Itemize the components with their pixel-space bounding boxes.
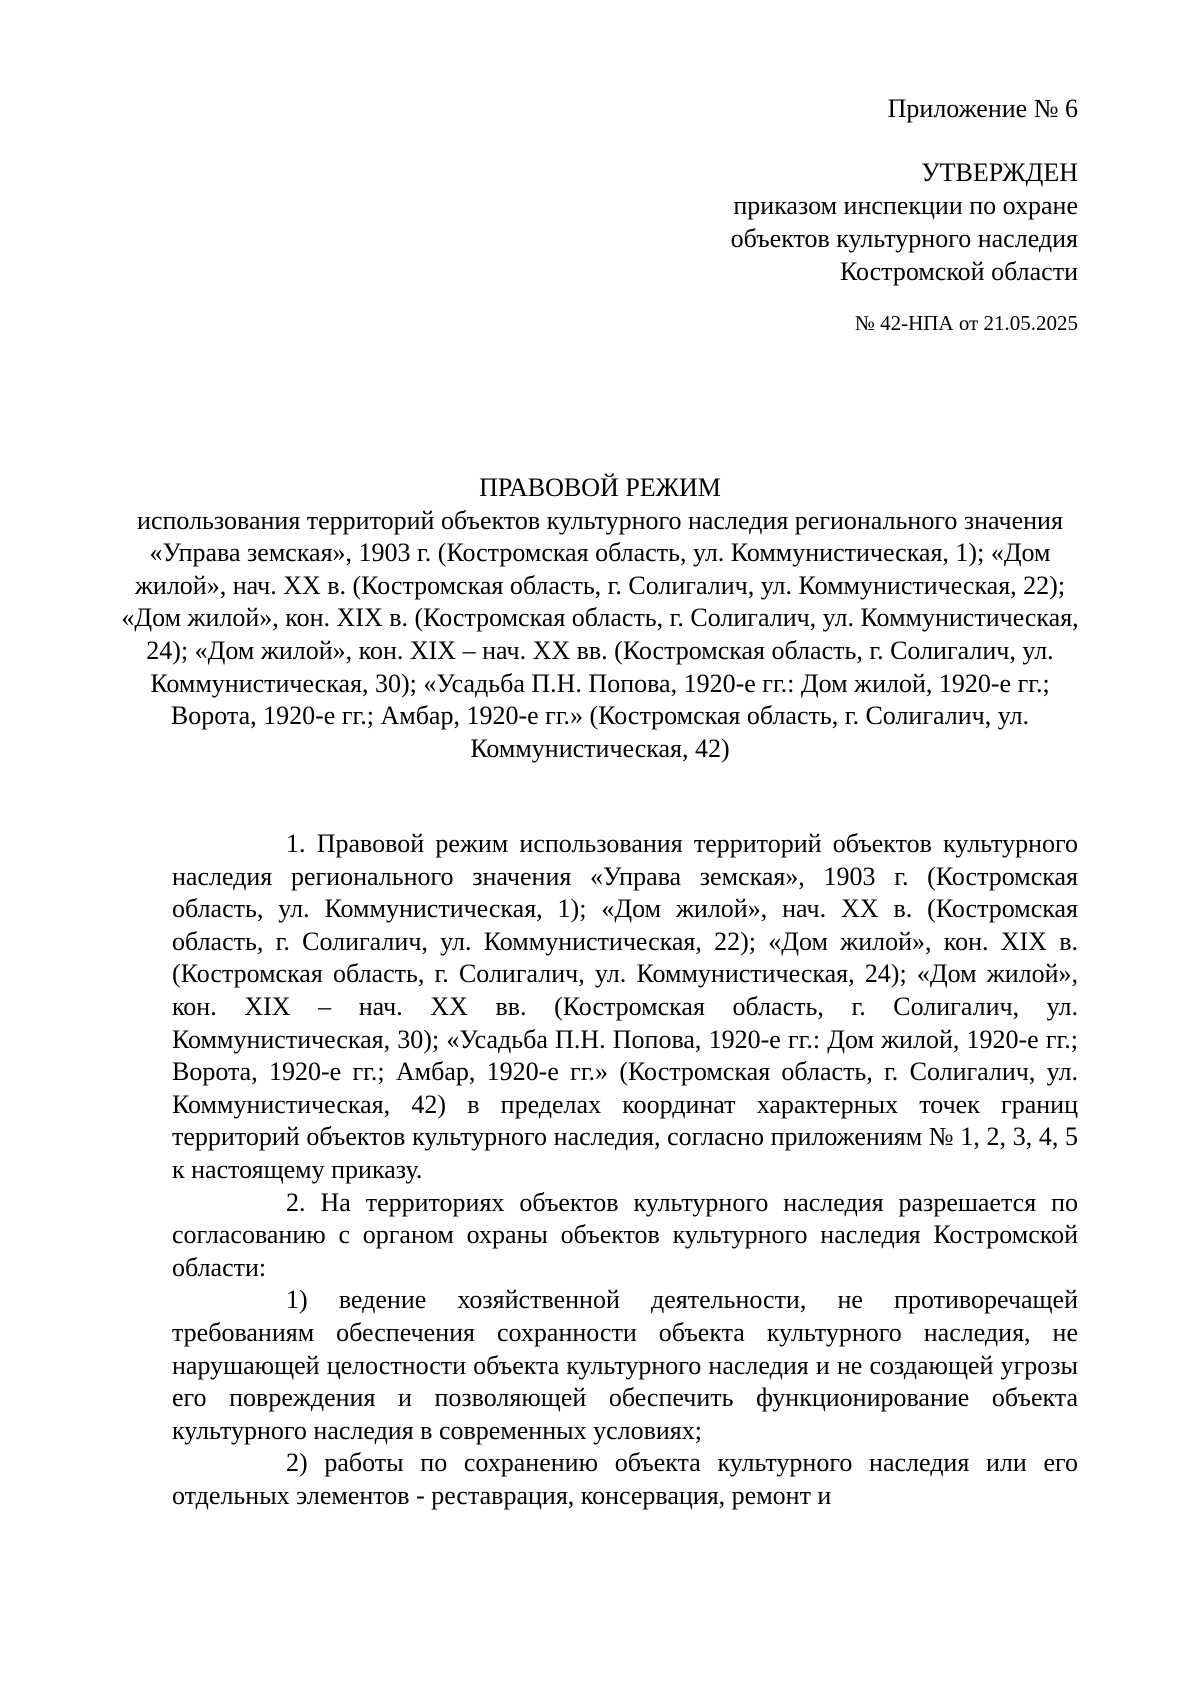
list-item-number: 1) [286, 1285, 308, 1315]
paragraph-1 [172, 828, 1078, 1187]
list-item-text: работы по сохранению объекта культурного наследия или его отдельных элементов - реставрация, консервация, ремонт и [172, 1448, 1078, 1510]
approved-label: УТВЕРЖДЕН [921, 158, 1078, 187]
approval-line-1: приказом инспекции по охране [733, 191, 1078, 220]
approval-stamp-block [731, 156, 1078, 288]
approval-line-2: объектов культурного наследия [730, 224, 1078, 253]
paragraph-number: 1. [286, 829, 306, 858]
paragraph-text: Правовой режим использования территорий объектов культурного наследия регионального значения «Управа земская», 1903 г. (Костромская область, ул. Коммунистическая, 1); «Дом жилой», нач. XX в. (Костромская область, г. Солигалич, ул. Коммунистическая, 22); «Дом жилой», кон. XIX в. (Костромская область, г. Солигалич, ул. Коммунистическая, 24); «Дом жилой», кон. XIX – нач. XX вв. (Костромская область, г. Солигалич, ул. Коммунистическая, 30); «Усадьба П.Н. Попова, 1920-е гг.: Дом жилой, 1920-е гг.; Ворота, 1920-е гг.; Амбар, 1920-е гг.» (Костромская область, г. Солигалич, ул. Коммунистическая, 42) в пределах координат характерных точек границ территорий объектов культурного наследия, согласно приложениям № 1, 2, 3, 4, 5 к настоящему приказу. [172, 829, 1079, 1184]
list-item-text: ведение хозяйственной деятельности, не противоречащей требованиям обеспечения сохранности объекта культурного наследия, не нарушающей целостности объекта культурного наследия и не создающей угрозы его повреждения и позволяющей обеспечить функционирование объекта культурного наследия в современных условиях; [172, 1285, 1078, 1445]
document-heading: ПРАВОВОЙ РЕЖИМ [479, 473, 721, 502]
paragraph-text: На территориях объектов культурного наследия разрешается по согласованию с органом охраны объектов культурного наследия Костромской области: [172, 1187, 1079, 1282]
list-item-2 [172, 1447, 1078, 1512]
order-number: № 42-НПА от 21.05.2025 [854, 311, 1078, 335]
paragraph-number: 2. [286, 1187, 306, 1217]
document-subtitle: использования территорий объектов культурного наследия регионального значения «Управа земская», 1903 г. (Костромская область, ул. Коммунистическая, 1); «Дом жилой», нач. XX в. (Костромская область, г. Солигалич, ул. Коммунистическая, 22); «Дом жилой», кон. XIX в. (Костромская область, г. Солигалич, ул. Коммунистическая, 24); «Дом жилой», кон. XIX – нач. XX вв. (Костромская область, г. Солигалич, ул. Коммунистическая, 30); «Усадьба П.Н. Попова, 1920-е гг.: Дом жилой, 1920-е гг.; Ворота, 1920-е гг.; Амбар, 1920-е гг.» (Костромская область, г. Солигалич, ул. Коммунистическая, 42) [121, 505, 1079, 763]
list-item-number: 2) [286, 1448, 308, 1478]
document-title-block [120, 472, 1080, 765]
appendix-label: Приложение № 6 [887, 94, 1078, 123]
document-body [172, 828, 1078, 1512]
approval-line-3: Костромской области [839, 257, 1078, 286]
list-item-1 [172, 1284, 1078, 1447]
paragraph-2 [172, 1187, 1078, 1285]
